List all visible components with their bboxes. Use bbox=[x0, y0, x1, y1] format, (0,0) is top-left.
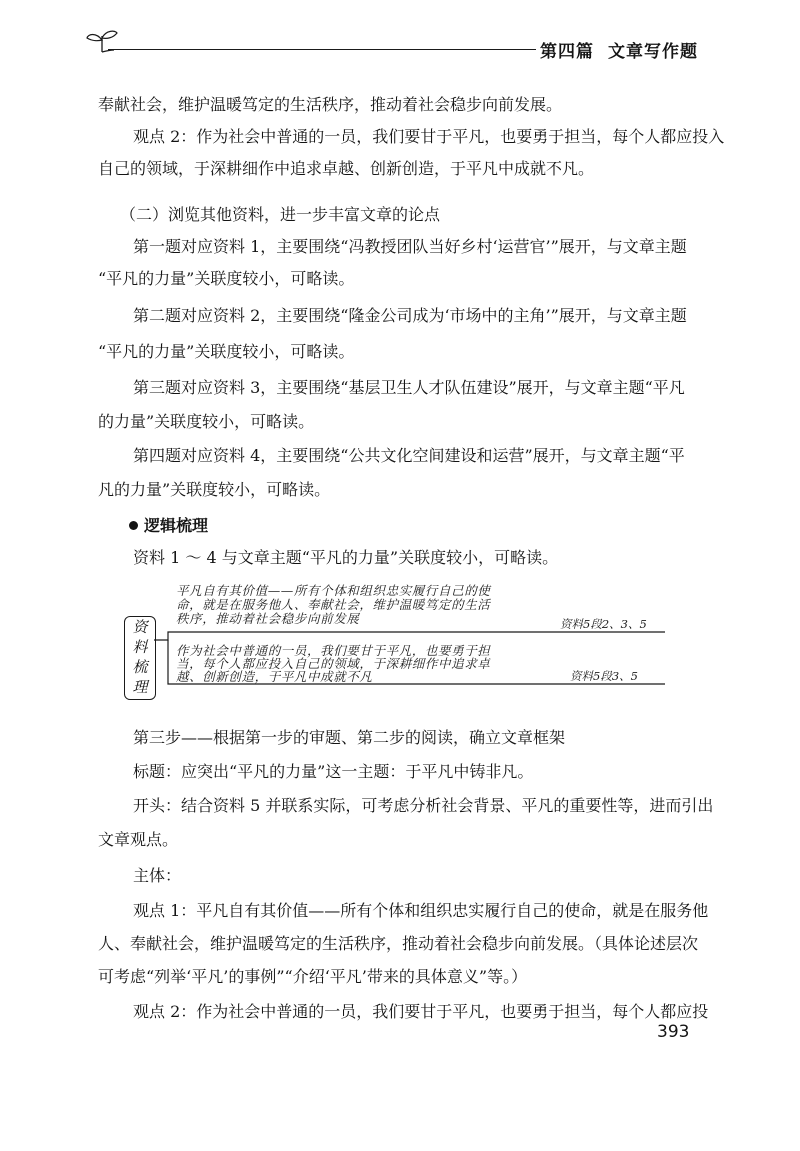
text-line: 的力量”关联度较小，可略读。 bbox=[98, 412, 315, 431]
text-line: 观点 1：平凡自有其价值——所有个体和组织忠实履行自己的使命，就是在服务他 bbox=[133, 901, 709, 920]
branch2-line: 作为社会中普通的一员，我们要甘于平凡，也要勇于担 bbox=[176, 643, 491, 658]
section-heading: （二）浏览其他资料，进一步丰富文章的论点 bbox=[120, 205, 441, 224]
running-header bbox=[540, 37, 698, 62]
text-line: 资料 1 ～ 4 与文章主题“平凡的力量”关联度较小，可略读。 bbox=[133, 548, 559, 567]
text-line: 观点 2：作为社会中普通的一员，我们要甘于平凡，也要勇于担当，每个人都应投入 bbox=[133, 127, 725, 146]
branch2-source: 资料5段3、5 bbox=[570, 669, 638, 683]
text-line: 主体： bbox=[133, 866, 182, 885]
text-line: 凡的力量”关联度较小，可略读。 bbox=[98, 480, 331, 499]
box-char: 理 bbox=[132, 678, 148, 696]
text-line: 奉献社会，维护温暖笃定的生活秩序，推动着社会稳步向前发展。 bbox=[98, 95, 563, 114]
branch1-source: 资料5段2、3、5 bbox=[560, 617, 647, 631]
text-line: 可考虑“列举‘平凡’的事例”“介绍‘平凡’带来的具体意义”等。） bbox=[98, 967, 528, 986]
box-char: 资 bbox=[132, 618, 148, 636]
text-line: 第三题对应资料 3，主要围绕“基层卫生人才队伍建设”展开，与文章主题“平凡 bbox=[133, 378, 685, 397]
box-char: 料 bbox=[132, 638, 148, 656]
text-line: 第一题对应资料 1，主要围绕“冯教授团队当好乡村‘运营官’”展开，与文章主题 bbox=[133, 237, 687, 256]
header-title: 文章写作题 bbox=[608, 42, 698, 62]
header-rule bbox=[108, 49, 536, 50]
branch1-line: 命，就是在服务他人、奉献社会，维护温暖笃定的生活 bbox=[176, 597, 491, 612]
branch2-line: 当，每个人都应投入自己的领域，于深耕细作中追求卓 bbox=[176, 656, 491, 671]
text-line: “平凡的力量”关联度较小，可略读。 bbox=[98, 342, 355, 361]
text-line: 人、奉献社会，维护温暖笃定的生活秩序，推动着社会稳步向前发展。（具体论述层次 bbox=[98, 934, 699, 953]
text-line: 第四题对应资料 4，主要围绕“公共文化空间建设和运营”展开，与文章主题“平 bbox=[133, 446, 685, 465]
page-number: 393 bbox=[657, 1022, 690, 1042]
branch1-line: 秩序，推动着社会稳步向前发展 bbox=[176, 611, 360, 626]
header-part: 第四篇 bbox=[540, 42, 594, 62]
branch2-line: 越、创新创造，于平凡中成就不凡 bbox=[176, 669, 373, 684]
step-heading: 第三步——根据第一步的审题、第二步的阅读，确立文章框架 bbox=[133, 728, 566, 747]
text-line: 标题：应突出“平凡的力量”这一主题：于平凡中铸非凡。 bbox=[133, 762, 534, 781]
text-line: 自己的领域，于深耕细作中追求卓越、创新创造，于平凡中成就不凡。 bbox=[98, 159, 595, 178]
sprout-icon bbox=[84, 28, 120, 54]
text-line: 开头：结合资料 5 并联系实际，可考虑分析社会背景、平凡的重要性等，进而引出 bbox=[133, 796, 714, 815]
bullet-icon bbox=[129, 521, 138, 530]
logic-heading bbox=[129, 516, 208, 536]
box-char: 梳 bbox=[132, 658, 148, 676]
material-review-diagram bbox=[120, 580, 680, 710]
logic-heading-label: 逻辑梳理 bbox=[144, 516, 209, 535]
branch1-line: 平凡自有其价值——所有个体和组织忠实履行自己的使 bbox=[176, 583, 491, 598]
text-line: 第二题对应资料 2，主要围绕“隆金公司成为‘市场中的主角’”展开，与文章主题 bbox=[133, 306, 687, 325]
text-line: 观点 2：作为社会中普通的一员，我们要甘于平凡，也要勇于担当，每个人都应投 bbox=[133, 1002, 709, 1021]
material-review-box bbox=[124, 616, 156, 700]
text-line: “平凡的力量”关联度较小，可略读。 bbox=[98, 269, 355, 288]
text-line: 文章观点。 bbox=[98, 830, 179, 849]
